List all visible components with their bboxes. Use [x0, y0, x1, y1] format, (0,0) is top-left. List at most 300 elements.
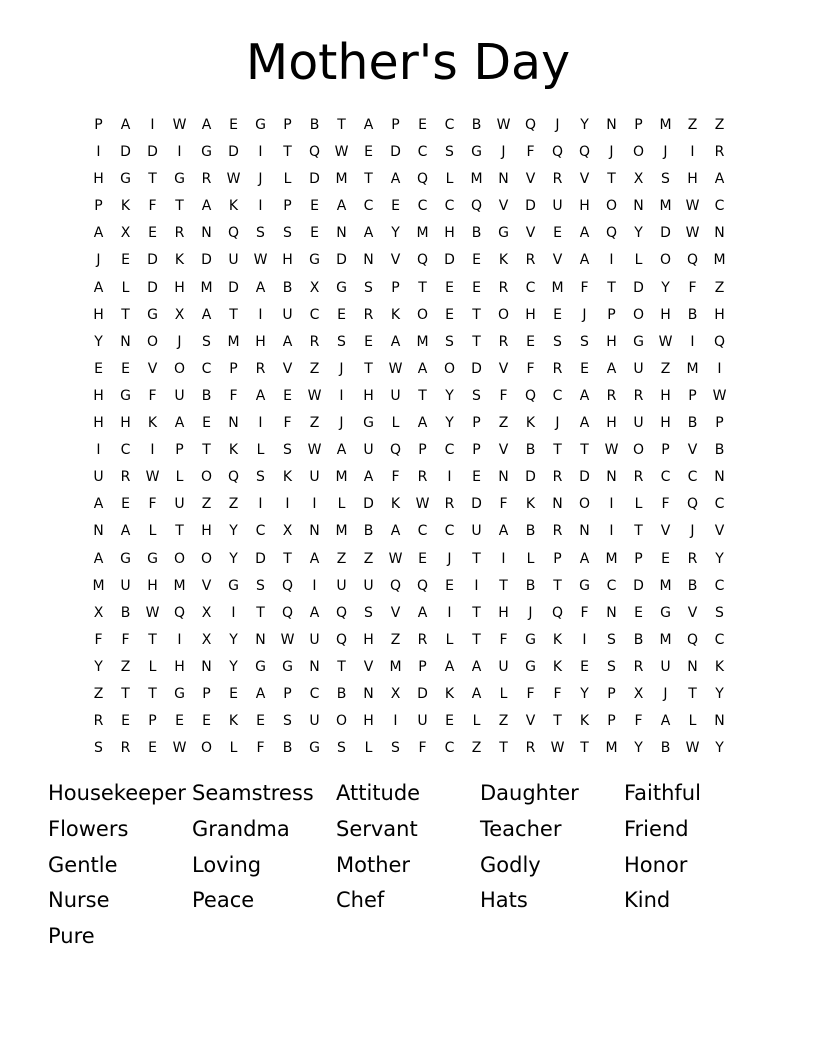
- grid-letter[interactable]: B: [201, 387, 212, 404]
- grid-letter[interactable]: I: [96, 144, 101, 161]
- grid-letter[interactable]: V: [714, 523, 725, 540]
- grid-letter[interactable]: B: [120, 604, 131, 621]
- grid-letter[interactable]: K: [228, 198, 239, 215]
- grid-letter[interactable]: D: [390, 144, 401, 161]
- grid-letter[interactable]: P: [688, 387, 697, 404]
- grid-letter[interactable]: B: [687, 306, 698, 323]
- grid-letter[interactable]: J: [609, 144, 614, 161]
- grid-letter[interactable]: K: [498, 252, 509, 269]
- grid-letter[interactable]: E: [121, 496, 130, 513]
- grid-letter[interactable]: M: [416, 225, 429, 242]
- grid-letter[interactable]: V: [498, 198, 509, 215]
- grid-letter[interactable]: P: [607, 713, 616, 730]
- grid-letter[interactable]: U: [498, 658, 509, 675]
- grid-letter[interactable]: L: [256, 442, 265, 459]
- grid-letter[interactable]: W: [415, 496, 430, 513]
- grid-letter[interactable]: C: [417, 198, 428, 215]
- grid-letter[interactable]: A: [579, 252, 590, 269]
- grid-letter[interactable]: J: [555, 117, 560, 133]
- grid-letter[interactable]: W: [658, 333, 673, 350]
- grid-letter[interactable]: O: [497, 306, 510, 323]
- grid-letter[interactable]: G: [336, 279, 347, 296]
- grid-letter[interactable]: E: [310, 225, 319, 242]
- grid-letter[interactable]: S: [283, 225, 292, 242]
- grid-letter[interactable]: T: [283, 550, 292, 567]
- grid-letter[interactable]: S: [553, 333, 562, 350]
- grid-letter[interactable]: K: [579, 713, 590, 730]
- grid-letter[interactable]: E: [256, 713, 265, 730]
- grid-letter[interactable]: E: [202, 713, 211, 730]
- grid-letter[interactable]: Y: [445, 387, 454, 404]
- grid-letter[interactable]: M: [605, 550, 618, 567]
- grid-letter[interactable]: E: [580, 360, 589, 377]
- grid-letter[interactable]: H: [714, 306, 725, 323]
- grid-letter[interactable]: E: [229, 117, 238, 133]
- grid-letter[interactable]: V: [687, 604, 698, 621]
- grid-letter[interactable]: A: [93, 279, 104, 296]
- grid-letter[interactable]: P: [661, 442, 670, 459]
- grid-letter[interactable]: B: [282, 740, 293, 757]
- grid-letter[interactable]: T: [499, 740, 508, 757]
- grid-letter[interactable]: V: [525, 171, 536, 188]
- grid-letter[interactable]: A: [579, 387, 590, 404]
- grid-letter[interactable]: S: [661, 171, 670, 188]
- grid-letter[interactable]: S: [337, 333, 346, 350]
- grid-letter[interactable]: A: [201, 306, 212, 323]
- grid-letter[interactable]: B: [633, 631, 644, 648]
- grid-letter[interactable]: H: [498, 604, 509, 621]
- grid-letter[interactable]: H: [363, 631, 374, 648]
- grid-letter[interactable]: M: [92, 577, 105, 594]
- grid-letter[interactable]: U: [174, 387, 185, 404]
- grid-letter[interactable]: W: [172, 117, 187, 133]
- grid-letter[interactable]: M: [686, 360, 699, 377]
- grid-letter[interactable]: E: [391, 198, 400, 215]
- grid-letter[interactable]: A: [255, 387, 266, 404]
- grid-letter[interactable]: U: [417, 713, 428, 730]
- grid-letter[interactable]: T: [148, 631, 157, 648]
- grid-letter[interactable]: I: [258, 415, 263, 432]
- grid-letter[interactable]: C: [444, 117, 455, 133]
- grid-letter[interactable]: Q: [686, 252, 699, 269]
- grid-letter[interactable]: B: [687, 415, 698, 432]
- grid-letter[interactable]: A: [579, 415, 590, 432]
- grid-letter[interactable]: F: [634, 713, 643, 730]
- grid-letter[interactable]: B: [363, 523, 374, 540]
- grid-letter[interactable]: I: [312, 496, 317, 513]
- grid-letter[interactable]: L: [337, 496, 346, 513]
- grid-letter[interactable]: R: [552, 469, 563, 486]
- grid-letter[interactable]: W: [685, 198, 700, 215]
- grid-letter[interactable]: F: [526, 144, 535, 161]
- grid-letter[interactable]: R: [552, 171, 563, 188]
- grid-letter[interactable]: D: [633, 279, 644, 296]
- grid-letter[interactable]: S: [364, 604, 373, 621]
- grid-letter[interactable]: B: [714, 442, 725, 459]
- grid-letter[interactable]: T: [121, 685, 130, 702]
- grid-letter[interactable]: N: [201, 225, 212, 242]
- grid-letter[interactable]: A: [471, 685, 482, 702]
- grid-letter[interactable]: V: [201, 577, 212, 594]
- grid-letter[interactable]: B: [309, 117, 320, 133]
- grid-letter[interactable]: R: [552, 523, 563, 540]
- grid-letter[interactable]: A: [201, 198, 212, 215]
- grid-letter[interactable]: D: [471, 496, 482, 513]
- grid-letter[interactable]: A: [120, 117, 131, 133]
- grid-letter[interactable]: W: [550, 740, 565, 757]
- grid-letter[interactable]: R: [525, 252, 536, 269]
- grid-letter[interactable]: N: [309, 658, 320, 675]
- grid-letter[interactable]: J: [663, 144, 668, 161]
- grid-letter[interactable]: L: [526, 550, 535, 567]
- grid-letter[interactable]: I: [609, 496, 614, 513]
- grid-letter[interactable]: H: [255, 333, 266, 350]
- grid-letter[interactable]: G: [201, 144, 212, 161]
- grid-letter[interactable]: E: [445, 577, 454, 594]
- grid-letter[interactable]: S: [715, 604, 724, 621]
- grid-letter[interactable]: L: [499, 685, 508, 702]
- grid-letter[interactable]: E: [580, 658, 589, 675]
- grid-letter[interactable]: P: [418, 658, 427, 675]
- grid-letter[interactable]: Z: [714, 279, 725, 296]
- grid-letter[interactable]: O: [605, 198, 618, 215]
- grid-letter[interactable]: Q: [227, 225, 240, 242]
- grid-letter[interactable]: R: [255, 360, 266, 377]
- grid-letter[interactable]: M: [551, 279, 564, 296]
- grid-letter[interactable]: A: [417, 604, 428, 621]
- grid-letter[interactable]: Q: [389, 442, 402, 459]
- grid-letter[interactable]: U: [309, 713, 320, 730]
- grid-letter[interactable]: I: [150, 117, 155, 133]
- grid-letter[interactable]: P: [283, 117, 292, 133]
- grid-letter[interactable]: G: [579, 577, 590, 594]
- grid-letter[interactable]: T: [121, 306, 130, 323]
- grid-letter[interactable]: N: [336, 225, 347, 242]
- grid-letter[interactable]: Q: [713, 333, 726, 350]
- grid-letter[interactable]: W: [145, 604, 160, 621]
- grid-letter[interactable]: X: [633, 685, 644, 702]
- grid-letter[interactable]: M: [713, 252, 726, 269]
- grid-letter[interactable]: A: [714, 171, 725, 188]
- grid-letter[interactable]: K: [525, 415, 536, 432]
- grid-letter[interactable]: W: [307, 442, 322, 459]
- grid-letter[interactable]: I: [258, 306, 263, 323]
- grid-letter[interactable]: M: [389, 658, 402, 675]
- grid-letter[interactable]: R: [606, 387, 617, 404]
- grid-letter[interactable]: F: [688, 279, 697, 296]
- grid-letter[interactable]: E: [121, 713, 130, 730]
- grid-letter[interactable]: Z: [471, 740, 482, 757]
- grid-letter[interactable]: O: [200, 550, 213, 567]
- grid-letter[interactable]: Q: [389, 577, 402, 594]
- grid-letter[interactable]: O: [146, 333, 159, 350]
- grid-letter[interactable]: J: [663, 685, 668, 702]
- grid-letter[interactable]: K: [147, 415, 158, 432]
- grid-letter[interactable]: E: [94, 360, 103, 377]
- grid-letter[interactable]: D: [633, 577, 644, 594]
- grid-letter[interactable]: F: [661, 496, 670, 513]
- grid-letter[interactable]: F: [499, 496, 508, 513]
- grid-letter[interactable]: N: [498, 469, 509, 486]
- grid-letter[interactable]: C: [309, 306, 320, 323]
- grid-letter[interactable]: W: [253, 252, 268, 269]
- grid-letter[interactable]: S: [391, 740, 400, 757]
- grid-letter[interactable]: G: [120, 171, 131, 188]
- grid-letter[interactable]: R: [309, 333, 320, 350]
- grid-letter[interactable]: C: [363, 198, 374, 215]
- grid-letter[interactable]: Z: [363, 550, 374, 567]
- grid-letter[interactable]: O: [632, 144, 645, 161]
- grid-letter[interactable]: D: [147, 252, 158, 269]
- grid-letter[interactable]: N: [714, 713, 725, 730]
- grid-letter[interactable]: N: [606, 469, 617, 486]
- grid-letter[interactable]: D: [525, 198, 536, 215]
- grid-letter[interactable]: O: [173, 550, 186, 567]
- grid-letter[interactable]: J: [447, 550, 452, 567]
- grid-letter[interactable]: P: [94, 117, 103, 133]
- grid-letter[interactable]: G: [282, 658, 293, 675]
- grid-letter[interactable]: G: [120, 550, 131, 567]
- grid-letter[interactable]: Y: [391, 225, 400, 242]
- grid-letter[interactable]: V: [282, 360, 293, 377]
- grid-letter[interactable]: D: [660, 225, 671, 242]
- grid-letter[interactable]: O: [632, 306, 645, 323]
- grid-letter[interactable]: H: [174, 658, 185, 675]
- grid-letter[interactable]: R: [714, 144, 725, 161]
- grid-letter[interactable]: J: [339, 415, 344, 432]
- grid-letter[interactable]: E: [553, 306, 562, 323]
- grid-letter[interactable]: J: [339, 360, 344, 377]
- grid-letter[interactable]: O: [416, 306, 429, 323]
- grid-letter[interactable]: Q: [416, 577, 429, 594]
- grid-letter[interactable]: D: [417, 685, 428, 702]
- grid-letter[interactable]: F: [148, 198, 157, 215]
- grid-letter[interactable]: G: [174, 171, 185, 188]
- grid-letter[interactable]: C: [201, 360, 212, 377]
- grid-letter[interactable]: X: [282, 523, 293, 540]
- grid-letter[interactable]: I: [285, 496, 290, 513]
- grid-letter[interactable]: Y: [580, 685, 589, 702]
- grid-letter[interactable]: T: [553, 442, 562, 459]
- grid-letter[interactable]: Y: [229, 658, 238, 675]
- grid-letter[interactable]: P: [229, 360, 238, 377]
- grid-letter[interactable]: T: [688, 685, 697, 702]
- grid-letter[interactable]: B: [282, 279, 293, 296]
- grid-letter[interactable]: R: [687, 550, 698, 567]
- grid-letter[interactable]: H: [174, 279, 185, 296]
- grid-letter[interactable]: G: [228, 577, 239, 594]
- grid-letter[interactable]: L: [445, 171, 454, 188]
- grid-letter[interactable]: S: [445, 144, 454, 161]
- grid-letter[interactable]: K: [228, 713, 239, 730]
- grid-letter[interactable]: W: [280, 631, 295, 648]
- grid-letter[interactable]: R: [174, 225, 185, 242]
- grid-letter[interactable]: V: [147, 360, 158, 377]
- grid-letter[interactable]: L: [634, 496, 643, 513]
- grid-letter[interactable]: Y: [715, 740, 724, 757]
- grid-letter[interactable]: M: [335, 523, 348, 540]
- grid-letter[interactable]: U: [660, 658, 671, 675]
- grid-letter[interactable]: P: [283, 685, 292, 702]
- grid-letter[interactable]: Y: [580, 117, 589, 133]
- grid-letter[interactable]: F: [553, 685, 562, 702]
- grid-letter[interactable]: Y: [94, 333, 103, 350]
- grid-letter[interactable]: I: [690, 333, 695, 350]
- grid-letter[interactable]: E: [418, 550, 427, 567]
- grid-letter[interactable]: U: [120, 577, 131, 594]
- grid-letter[interactable]: J: [555, 415, 560, 432]
- grid-letter[interactable]: F: [580, 604, 589, 621]
- grid-letter[interactable]: Z: [498, 415, 509, 432]
- grid-letter[interactable]: V: [498, 442, 509, 459]
- grid-letter[interactable]: N: [309, 523, 320, 540]
- grid-letter[interactable]: O: [335, 713, 348, 730]
- grid-letter[interactable]: U: [552, 198, 563, 215]
- grid-letter[interactable]: M: [470, 171, 483, 188]
- grid-letter[interactable]: U: [282, 306, 293, 323]
- grid-letter[interactable]: H: [93, 387, 104, 404]
- grid-letter[interactable]: E: [229, 685, 238, 702]
- grid-letter[interactable]: T: [148, 171, 157, 188]
- grid-letter[interactable]: Q: [686, 496, 699, 513]
- grid-letter[interactable]: E: [148, 225, 157, 242]
- grid-letter[interactable]: D: [471, 360, 482, 377]
- grid-letter[interactable]: S: [202, 333, 211, 350]
- grid-letter[interactable]: K: [390, 306, 401, 323]
- grid-letter[interactable]: P: [418, 442, 427, 459]
- grid-letter[interactable]: D: [228, 144, 239, 161]
- grid-letter[interactable]: A: [444, 658, 455, 675]
- grid-letter[interactable]: W: [145, 469, 160, 486]
- grid-letter[interactable]: N: [498, 171, 509, 188]
- grid-letter[interactable]: H: [606, 333, 617, 350]
- grid-letter[interactable]: U: [93, 469, 104, 486]
- grid-letter[interactable]: T: [580, 740, 589, 757]
- grid-letter[interactable]: Q: [578, 144, 591, 161]
- grid-letter[interactable]: I: [231, 604, 236, 621]
- grid-letter[interactable]: Z: [687, 117, 698, 133]
- grid-letter[interactable]: T: [337, 117, 346, 133]
- grid-letter[interactable]: Z: [228, 496, 239, 513]
- grid-letter[interactable]: U: [174, 496, 185, 513]
- grid-letter[interactable]: W: [496, 117, 511, 133]
- grid-letter[interactable]: S: [337, 740, 346, 757]
- grid-letter[interactable]: A: [336, 442, 347, 459]
- grid-letter[interactable]: T: [634, 523, 643, 540]
- grid-letter[interactable]: I: [312, 577, 317, 594]
- grid-letter[interactable]: F: [526, 685, 535, 702]
- grid-letter[interactable]: R: [633, 387, 644, 404]
- grid-letter[interactable]: W: [307, 387, 322, 404]
- grid-letter[interactable]: A: [363, 117, 374, 133]
- grid-letter[interactable]: I: [258, 198, 263, 215]
- grid-letter[interactable]: C: [417, 144, 428, 161]
- grid-letter[interactable]: T: [364, 360, 373, 377]
- grid-letter[interactable]: A: [390, 333, 401, 350]
- grid-letter[interactable]: V: [390, 604, 401, 621]
- grid-letter[interactable]: O: [578, 496, 591, 513]
- grid-letter[interactable]: Q: [281, 604, 294, 621]
- grid-letter[interactable]: L: [688, 713, 697, 730]
- grid-letter[interactable]: D: [120, 144, 131, 161]
- grid-letter[interactable]: V: [687, 442, 698, 459]
- grid-letter[interactable]: A: [93, 550, 104, 567]
- grid-letter[interactable]: H: [120, 415, 131, 432]
- grid-letter[interactable]: W: [334, 144, 349, 161]
- grid-letter[interactable]: P: [202, 685, 211, 702]
- grid-letter[interactable]: A: [471, 658, 482, 675]
- grid-letter[interactable]: S: [283, 442, 292, 459]
- grid-letter[interactable]: A: [255, 685, 266, 702]
- grid-letter[interactable]: L: [445, 631, 454, 648]
- grid-letter[interactable]: T: [418, 279, 427, 296]
- grid-letter[interactable]: C: [714, 631, 725, 648]
- grid-letter[interactable]: A: [390, 523, 401, 540]
- grid-letter[interactable]: I: [258, 496, 263, 513]
- grid-letter[interactable]: T: [148, 685, 157, 702]
- grid-letter[interactable]: D: [579, 469, 590, 486]
- grid-letter[interactable]: O: [632, 442, 645, 459]
- grid-letter[interactable]: W: [685, 225, 700, 242]
- grid-letter[interactable]: A: [606, 360, 617, 377]
- grid-letter[interactable]: T: [229, 306, 238, 323]
- grid-letter[interactable]: E: [634, 604, 643, 621]
- grid-letter[interactable]: Z: [309, 415, 320, 432]
- grid-letter[interactable]: Y: [229, 631, 238, 648]
- grid-letter[interactable]: H: [363, 387, 374, 404]
- grid-letter[interactable]: D: [147, 279, 158, 296]
- grid-letter[interactable]: K: [552, 631, 563, 648]
- grid-letter[interactable]: J: [528, 604, 533, 621]
- grid-letter[interactable]: F: [94, 631, 103, 648]
- grid-letter[interactable]: E: [472, 279, 481, 296]
- grid-letter[interactable]: F: [283, 415, 292, 432]
- grid-letter[interactable]: T: [472, 604, 481, 621]
- grid-letter[interactable]: L: [148, 658, 157, 675]
- grid-letter[interactable]: S: [256, 577, 265, 594]
- grid-letter[interactable]: Q: [281, 577, 294, 594]
- grid-letter[interactable]: U: [363, 442, 374, 459]
- grid-letter[interactable]: W: [388, 360, 403, 377]
- grid-letter[interactable]: V: [390, 252, 401, 269]
- grid-letter[interactable]: H: [687, 171, 698, 188]
- grid-letter[interactable]: I: [258, 144, 263, 161]
- grid-letter[interactable]: V: [660, 523, 671, 540]
- grid-letter[interactable]: R: [633, 469, 644, 486]
- grid-letter[interactable]: Z: [336, 550, 347, 567]
- grid-letter[interactable]: R: [201, 171, 212, 188]
- grid-letter[interactable]: D: [309, 171, 320, 188]
- grid-letter[interactable]: C: [714, 577, 725, 594]
- grid-letter[interactable]: P: [283, 198, 292, 215]
- grid-letter[interactable]: L: [148, 523, 157, 540]
- grid-letter[interactable]: T: [553, 577, 562, 594]
- grid-letter[interactable]: Z: [120, 658, 131, 675]
- grid-letter[interactable]: C: [255, 523, 266, 540]
- grid-letter[interactable]: X: [93, 604, 104, 621]
- grid-letter[interactable]: R: [417, 631, 428, 648]
- grid-letter[interactable]: K: [282, 469, 293, 486]
- grid-letter[interactable]: A: [282, 333, 293, 350]
- grid-letter[interactable]: M: [416, 333, 429, 350]
- grid-letter[interactable]: S: [256, 469, 265, 486]
- grid-letter[interactable]: P: [148, 713, 157, 730]
- grid-letter[interactable]: H: [93, 415, 104, 432]
- grid-letter[interactable]: Q: [227, 469, 240, 486]
- grid-letter[interactable]: Q: [416, 171, 429, 188]
- grid-letter[interactable]: G: [174, 685, 185, 702]
- grid-letter[interactable]: Q: [524, 387, 537, 404]
